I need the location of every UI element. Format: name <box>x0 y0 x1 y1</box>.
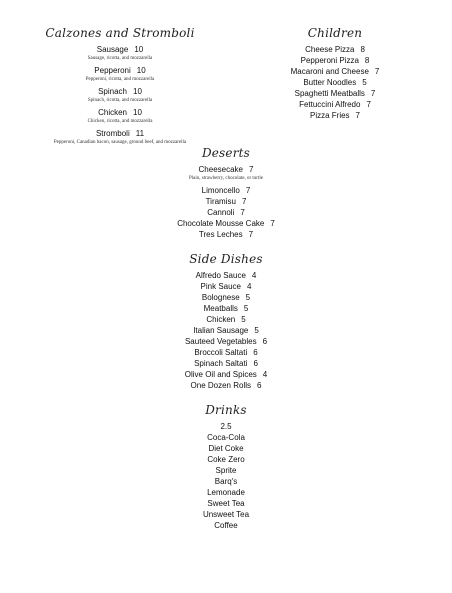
children-item <box>275 77 395 88</box>
item-name: Chicken <box>98 108 127 117</box>
item-price: 7 <box>270 219 275 228</box>
sides-item <box>146 336 306 347</box>
item-name: Sausage <box>96 45 129 54</box>
sides-item <box>146 347 306 358</box>
item-price: 7 <box>249 165 254 174</box>
sides-item <box>146 325 306 336</box>
item-name: Butter Noodles <box>303 78 357 87</box>
item-name: Italian Sausage <box>193 326 249 335</box>
children-heading: Children <box>307 26 363 40</box>
deserts-item <box>146 229 306 240</box>
item-price: 6 <box>257 381 262 390</box>
item-name: Macaroni and Cheese <box>290 67 369 76</box>
item-name: Limoncello <box>201 186 240 195</box>
center-column <box>146 146 306 543</box>
item-price: 7 <box>241 197 247 206</box>
item-price: 10 <box>133 87 142 96</box>
item-price: 4 <box>251 271 257 280</box>
calzones-item-sausage <box>40 44 200 63</box>
item-description: Sausage, ricotta, and mozzarella <box>87 56 153 61</box>
item-name: Sauteed Vegetables <box>184 337 257 346</box>
item-price: 5 <box>243 304 249 313</box>
sides-item <box>146 292 306 303</box>
item-name: Cheese Pizza <box>305 45 355 54</box>
item-price: 6 <box>262 337 268 346</box>
sides-item <box>146 303 306 314</box>
deserts-item <box>146 164 306 175</box>
drinks-item: Coffee <box>214 521 238 530</box>
drinks-heading: Drinks <box>205 403 247 417</box>
children-section <box>275 26 395 121</box>
drinks-item: Sprite <box>215 466 237 475</box>
deserts-section <box>146 146 306 240</box>
item-price: 11 <box>135 129 145 138</box>
deserts-item <box>146 196 306 207</box>
drinks-item: Diet Coke <box>208 444 244 453</box>
sides-item <box>146 369 306 380</box>
deserts-item <box>146 207 306 218</box>
item-price: 10 <box>136 66 146 75</box>
calzones-item-spinach <box>40 86 200 105</box>
item-name: Tres Leches <box>198 230 243 239</box>
deserts-item <box>146 218 306 229</box>
item-name: Meatballs <box>203 304 238 313</box>
sides-item <box>146 358 306 369</box>
children-item <box>275 99 395 110</box>
item-description: Plain, strawberry, chocolate, or turtle <box>189 176 263 181</box>
children-item <box>275 44 395 55</box>
deserts-heading: Deserts <box>201 146 251 160</box>
item-description: Chicken, ricotta, and mozzarella <box>87 119 153 124</box>
item-name: Cannoli <box>207 208 235 217</box>
item-price: 7 <box>240 208 245 217</box>
item-description: Spinach, ricotta, and mozzarella <box>87 98 153 103</box>
item-price: 5 <box>254 326 259 335</box>
item-name: Alfredo Sauce <box>195 271 246 280</box>
drinks-item: Unsweet Tea <box>202 510 250 519</box>
children-item <box>275 110 395 121</box>
calzones-item-pepperoni <box>40 65 200 84</box>
item-description: Pepperoni, ricotta, and mozzarella <box>85 77 155 82</box>
sides-heading: Side Dishes <box>189 252 263 266</box>
drinks-item: Barq's <box>214 477 238 486</box>
calzones-section <box>40 26 200 149</box>
item-name: Spinach Saltati <box>194 359 248 368</box>
item-price: 7 <box>245 186 251 195</box>
sides-section <box>146 252 306 391</box>
item-price: 6 <box>253 348 258 357</box>
children-item <box>275 55 395 66</box>
item-name: Fettuccini Alfredo <box>299 100 361 109</box>
item-price: 7 <box>248 230 254 239</box>
calzones-heading: Calzones and Stromboli <box>45 26 195 40</box>
item-name: Pepperoni <box>94 66 131 75</box>
sides-item <box>146 270 306 281</box>
item-name: Pink Sauce <box>200 282 241 291</box>
children-item <box>275 88 395 99</box>
sides-item <box>146 314 306 325</box>
drinks-section <box>146 403 306 531</box>
item-name: Pizza Fries <box>309 111 350 120</box>
item-price: 7 <box>366 100 371 109</box>
item-price: 8 <box>364 56 370 65</box>
item-price: 4 <box>262 370 268 379</box>
item-name: Tiramisu <box>205 197 236 206</box>
calzones-item-chicken <box>40 107 200 126</box>
sides-item <box>146 281 306 292</box>
drinks-item: Lemonade <box>207 488 245 497</box>
item-price: 5 <box>362 78 367 87</box>
item-name: Cheesecake <box>198 165 244 174</box>
item-price: 4 <box>247 282 252 291</box>
item-price: 7 <box>355 111 360 120</box>
item-price: 5 <box>241 315 246 324</box>
drinks-item: Coca-Cola <box>207 433 245 442</box>
drinks-price: 2.5 <box>220 422 232 431</box>
drinks-item: Coke Zero <box>207 455 245 464</box>
children-item <box>275 66 395 77</box>
item-name: Broccoli Saltati <box>194 348 248 357</box>
deserts-item <box>146 185 306 196</box>
item-name: Spinach <box>98 87 127 96</box>
item-name: One Dozen Rolls <box>190 381 252 390</box>
calzones-item-stromboli <box>40 128 200 147</box>
item-name: Stromboli <box>95 129 130 138</box>
item-name: Olive Oil and Spices <box>184 370 257 379</box>
item-price: 10 <box>134 45 144 54</box>
sides-item <box>146 380 306 391</box>
item-name: Bolognese <box>201 293 240 302</box>
item-name: Spaghetti Meatballs <box>294 89 365 98</box>
item-price: 6 <box>253 359 258 368</box>
item-description: Pepperoni, Canadian bacon, sausage, ground beef, and mozzarella <box>53 140 187 145</box>
item-price: 5 <box>245 293 251 302</box>
item-price: 7 <box>370 89 376 98</box>
item-name: Pepperoni Pizza <box>300 56 359 65</box>
item-name: Chocolate Mousse Cake <box>177 219 265 228</box>
drinks-item: Sweet Tea <box>207 499 245 508</box>
item-name: Chicken <box>206 315 236 324</box>
item-price: 10 <box>133 108 142 117</box>
item-price: 7 <box>374 67 380 76</box>
item-price: 8 <box>360 45 365 54</box>
